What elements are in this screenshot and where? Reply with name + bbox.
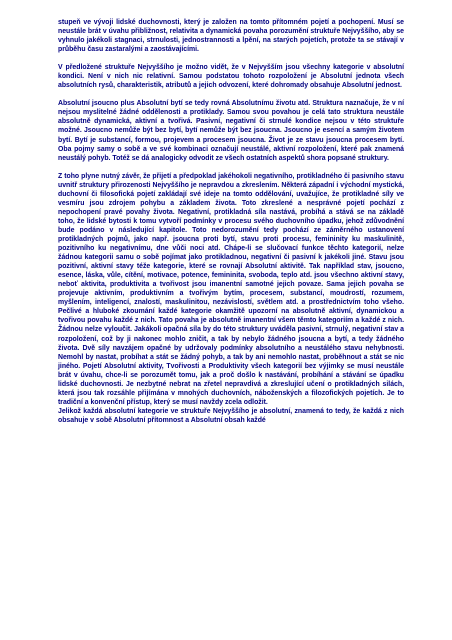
paragraph-2: V předložené struktuře Nejvyššího je možno vidět, že v Nejvyšším jsou všechny kategorie v absolutní kondici. Není v nich nic relativní. Samou podstatou tohoto rozpoložení je Absolutní jednota všech absolutních rysů, charakteristik, atributů a jejich odvození, které dohromady obsahuje Absolutní jednost.	[58, 64, 404, 90]
paragraph-1: stupeň ve vývoji lidské duchovnosti, který je založen na tomto přítomném pojetí a pochopení. Musí se neustále brát v úvahu přibližnost, relativita a dynamická povaha porozumění struktuře Nejvyššího, aby se vyhnulo jakékoli stagnaci, strnulosti, jednostrannosti a lpění, na starých pojetích, protože ta se stávají v průběhu času zastaralými a zaostávajícími.	[58, 19, 404, 54]
paragraph-3: Absolutní jsoucno plus Absolutní bytí se tedy rovná Absolutnímu životu atd. Struktura naznačuje, že v ní nejsou myslitelné žádné oddělenosti a protiklady. Samou svou povahou je celá tato struktura neustále absolutně dynamická, aktivní a tvořivá. Pasivní, negativní či strnulé kondice nejsou v této struktuře možné. Jsoucno nemůže být bez bytí, bytí nemůže být bez jsoucna. Jsoucno je esencí a samým životem bytí. Bytí je substancí, formou, projevem a procesem jsoucna. Život je ze stavu jsoucna procesem bytí. Oba pojmy samy o sobě a ve své kombinaci označují neustálé, aktivní rozpoložení, které pak znamená neustálý pohyb. Totéž se dá analogicky odvodit ze všech ostatních aspektů shora popsané struktury.	[58, 100, 404, 162]
paragraph-4: Z toho plyne nutný závěr, že přijetí a předpoklad jakéhokoli negativního, protikladného či pasivního stavu uvnitř struktury přirozenosti Nejvyššího je nepravdou a zkreslením. Některá západní i východní mystická, duchovní či filosofická pojetí zakládají své ideje na tomto oddělování, uvažujíce, že protikladné síly ve vesmíru jsou zdrojem pohybu a základem života. Toto zkreslené a nesprávné pojetí pochází z nepochopení pravé povahy života. Negativní, protikladná síla nastává, probíhá a stává se na základě toho, že lidské bytosti k tomu vytvoří podmínky v procesu svého duchovního úpadku, jehož zdůvodnění bude podáno v následující kapitole. Toto nedorozumění tedy pochází ze záměrného ustanovení protikladných pojmů, jako např. jsoucna proti bytí, stavu proti procesu, femininity ku maskulinitě, pozitivního ku negativnímu, dne vůči noci atd. Chápe-li se slučovací funkce těchto kategorií, nelze žádnou kategorii samu o sobě pojímat jako protikladnou, negativní či pasivní k jakékoli jiné. Stavu jsou pozitivní, aktivní stavy téže kategorie, které se rovnají Absolutní aktivitě. Tak například stav, jsoucno, esence, láska, vůle, cítění, motivace, potence, femininita, svoboda, teplo atd. jsou všechno aktivní stavy, neboť aktivita, produktivita a tvořivost jsou imanentní samotné jejich povaze. Sama jejich povaha se projevuje aktivním, produktivním a tvořivým bytím, procesem, substancí, moudrostí, rozumem, myšlením, inteligencí, znalostí, maskulinitou, nezávislostí, světlem atd. a prostřednictvím toho všeho. Pečlivé a hluboké zkoumání každé kategorie okamžitě upozorní na absolutně aktivní, dynamickou a tvořivou povahu každé z nich. Tato povaha je absolutně imanentní všem těmto kategoriím a každé z nich. Žádnou nelze vyloučit. Jakákoli opačná síla by do této struktury uváděla pasivní, strnulý, negativní stav a rozpoložení, což by ji nakonec mohlo zničit, a tak by nebylo žádného jsoucna a bytí, a tedy žádného života. Dvě síly navzájem opačné by udržovaly podmínky absolutního a neustálého stavu nehybnosti. Nemohl by nastat, probíhat a stát se žádný pohyb, a tak by ani nemohlo nastat, proběhnout a stát se nic jiného. Pojetí Absolutní aktivity, Tvořivosti a Produktivity všech kategorií bez výjimky se musí neustále brát v úvahu, chce-li se porozumět tomu, jak a proč došlo k nastávání, probíhání a stávání se úpadku lidské duchovnosti. Je nezbytné nebrat na zřetel nepravdivá a zkreslující učení o protikladných silách, která jsou tak rozsáhle přijímána v mnohých duchovních, náboženských a filozofických pojetích. Je to tradiční a konvenční přístup, který se musí navždy zcela odložit. Jelikož každá absolutní kategorie ve struktuře Nejvyššího je absolutní, znamená to tedy, že každá z nich obsahuje v sobě Absolutní přítomnost a Absolutní obsah každé	[58, 172, 404, 424]
document-page	[58, 18, 404, 425]
